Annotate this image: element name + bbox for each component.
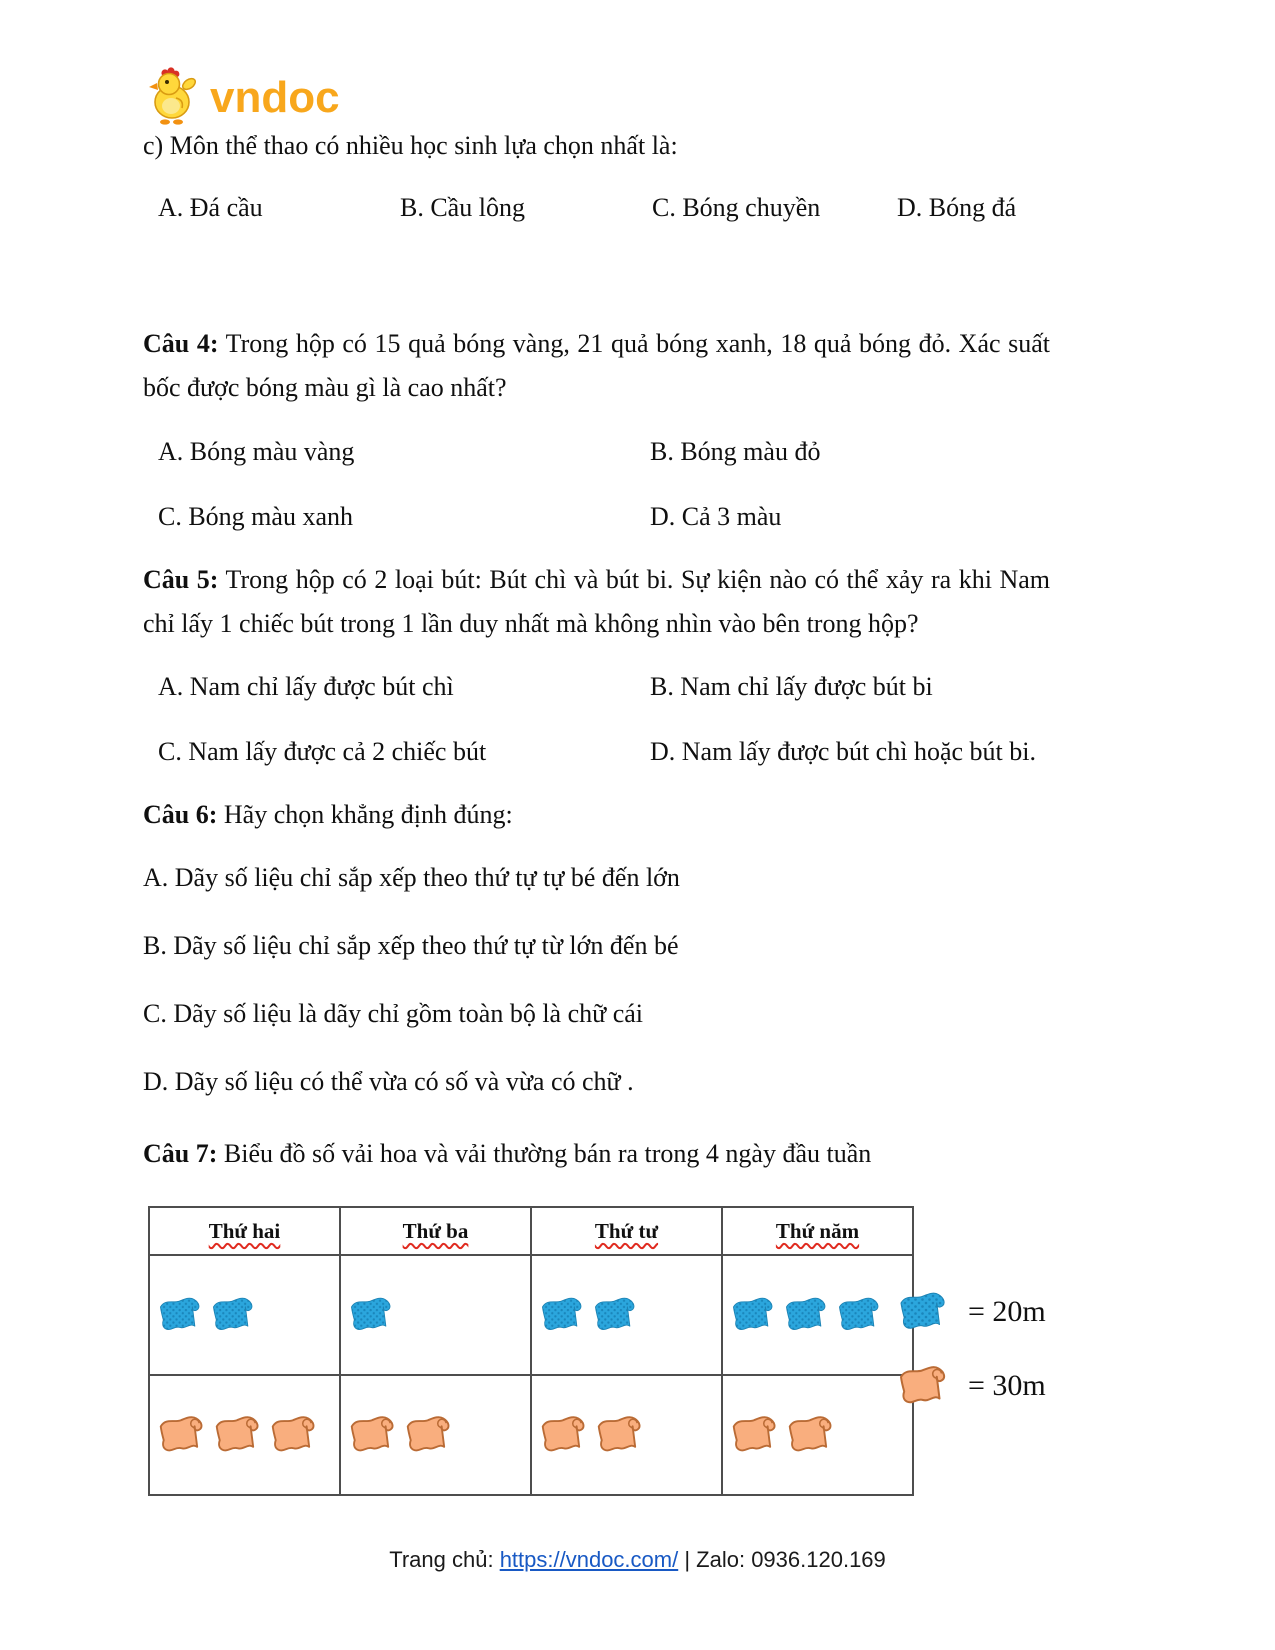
footer-zalo: | Zalo: 0936.120.169 bbox=[684, 1547, 886, 1572]
cell-orange-thu-hai bbox=[149, 1375, 340, 1495]
cau7-text: Biểu đồ số vải hoa và vải thường bán ra trong 4 ngày đầu tuần bbox=[223, 1139, 872, 1168]
cau4-text: Trong hộp có 15 quả bóng vàng, 21 quả bóng xanh, 18 quả bóng đỏ. Xác suất bốc được bóng màu gì là cao nhất? bbox=[143, 329, 1051, 402]
cell-blue-thu-ba bbox=[340, 1255, 531, 1375]
table-header-row bbox=[149, 1207, 913, 1255]
legend-orange bbox=[896, 1354, 1046, 1418]
orange-fabric-roll-icon bbox=[156, 1411, 209, 1459]
cau6-text: Hãy chọn khẳng định đúng: bbox=[223, 800, 513, 829]
cau5-options-row2 bbox=[143, 737, 1143, 777]
cau5-label: Câu 5: bbox=[143, 565, 219, 594]
cell-orange-thu-tu bbox=[531, 1375, 722, 1495]
orange-fabric-row bbox=[149, 1375, 913, 1495]
header-thu-hai: Thứ hai bbox=[149, 1207, 340, 1255]
question-c-text: c) Môn thể thao có nhiều học sinh lựa chọn nhất là: bbox=[143, 131, 678, 160]
header-thu-tu: Thứ tư bbox=[531, 1207, 722, 1255]
option-a: A. Đá cầu bbox=[158, 193, 263, 222]
blue-fabric-row bbox=[149, 1255, 913, 1375]
option-c: C. Bóng chuyền bbox=[652, 193, 821, 222]
legend-blue-label: = 20m bbox=[968, 1295, 1046, 1328]
cau5-text: Trong hộp có 2 loại bút: Bút chì và bút bi. Sự kiện nào có thể xảy ra khi Nam chỉ lấy 1 chiếc bút trong 1 lần duy nhất mà không nhìn vào bên trong hộp? bbox=[143, 565, 1050, 638]
cell-blue-thu-hai bbox=[149, 1255, 340, 1375]
cau6-option-a: A. Dãy số liệu chỉ sắp xếp theo thứ tự tự bé đến lớn bbox=[143, 863, 680, 892]
option-d: D. Bóng đá bbox=[897, 193, 1017, 222]
option-b: B. Cầu lông bbox=[400, 193, 525, 222]
cau4-options-row1 bbox=[143, 437, 1143, 477]
header-thu-ba: Thứ ba bbox=[340, 1207, 531, 1255]
orange-fabric-roll-icon bbox=[729, 1411, 782, 1459]
blue-fabric-roll-icon bbox=[347, 1289, 397, 1341]
blue-fabric-roll-icon bbox=[591, 1289, 641, 1341]
homepage-link[interactable]: https://vndoc.com/ bbox=[499, 1547, 679, 1572]
legend-blue bbox=[896, 1280, 1046, 1344]
orange-fabric-roll-icon bbox=[347, 1411, 400, 1459]
page-footer bbox=[0, 1547, 1275, 1573]
orange-fabric-roll-icon bbox=[785, 1411, 838, 1459]
logo-text: vndoc bbox=[210, 73, 340, 122]
cau6-question bbox=[143, 800, 513, 830]
cau4-options-row2 bbox=[143, 502, 1143, 542]
cau5-options-row1 bbox=[143, 672, 1143, 712]
orange-fabric-roll-icon bbox=[268, 1411, 321, 1459]
option-a: A. Bóng màu vàng bbox=[158, 437, 355, 466]
option-d: D. Cả 3 màu bbox=[650, 502, 782, 531]
option-c: C. Nam lấy được cả 2 chiếc bút bbox=[158, 737, 487, 766]
cau6-option-b: B. Dãy số liệu chỉ sắp xếp theo thứ tự từ lớn đến bé bbox=[143, 931, 679, 960]
orange-fabric-roll-icon bbox=[896, 1359, 952, 1413]
option-d: D. Nam lấy được bút chì hoặc bút bi. bbox=[650, 737, 1036, 766]
cau6-label: Câu 6: bbox=[143, 800, 218, 829]
fabric-pictograph-table bbox=[148, 1206, 914, 1496]
cau4-label: Câu 4: bbox=[143, 329, 219, 358]
option-c: C. Bóng màu xanh bbox=[158, 502, 353, 531]
orange-fabric-roll-icon bbox=[594, 1411, 647, 1459]
orange-fabric-roll-icon bbox=[538, 1411, 591, 1459]
cau7-title bbox=[143, 1139, 871, 1169]
option-b: B. Nam chỉ lấy được bút bi bbox=[650, 672, 933, 701]
cau6-option-d: D. Dãy số liệu có thể vừa có số và vừa có chữ . bbox=[143, 1067, 634, 1096]
cau5-question bbox=[143, 558, 1050, 645]
cell-orange-thu-nam bbox=[722, 1375, 913, 1495]
cau7-label: Câu 7: bbox=[143, 1139, 218, 1168]
cau4-question bbox=[143, 322, 1050, 409]
chart-legend bbox=[896, 1280, 1046, 1428]
legend-orange-label: = 30m bbox=[968, 1369, 1046, 1402]
blue-fabric-roll-icon bbox=[156, 1289, 206, 1341]
cell-orange-thu-ba bbox=[340, 1375, 531, 1495]
cell-blue-thu-nam bbox=[722, 1255, 913, 1375]
question-c-options bbox=[143, 193, 1143, 233]
blue-fabric-roll-icon bbox=[729, 1289, 779, 1341]
blue-fabric-roll-icon bbox=[896, 1285, 952, 1339]
vndoc-logo bbox=[146, 66, 340, 126]
blue-fabric-roll-icon bbox=[835, 1289, 885, 1341]
orange-fabric-roll-icon bbox=[403, 1411, 456, 1459]
orange-fabric-roll-icon bbox=[212, 1411, 265, 1459]
header-thu-nam: Thứ năm bbox=[722, 1207, 913, 1255]
blue-fabric-roll-icon bbox=[209, 1289, 259, 1341]
option-b: B. Bóng màu đỏ bbox=[650, 437, 821, 466]
blue-fabric-roll-icon bbox=[538, 1289, 588, 1341]
chicken-mascot-icon bbox=[146, 66, 202, 126]
cell-blue-thu-tu bbox=[531, 1255, 722, 1375]
option-a: A. Nam chỉ lấy được bút chì bbox=[158, 672, 454, 701]
cau6-option-c: C. Dãy số liệu là dãy chỉ gồm toàn bộ là chữ cái bbox=[143, 999, 644, 1028]
blue-fabric-roll-icon bbox=[782, 1289, 832, 1341]
footer-prefix: Trang chủ: bbox=[389, 1547, 494, 1572]
